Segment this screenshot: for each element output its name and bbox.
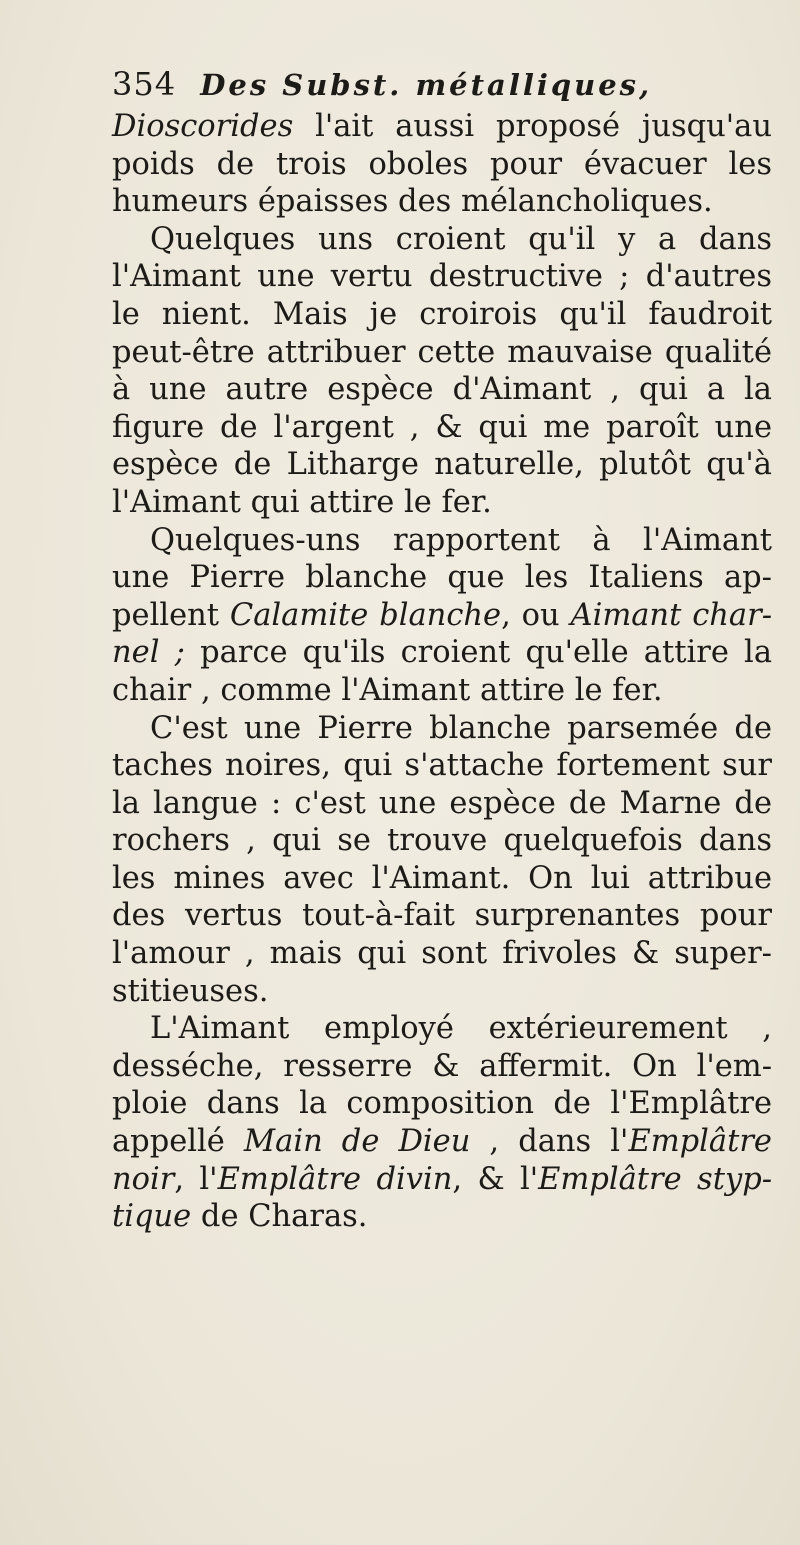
text-span: la langue : c'est une espèce de Marne de: [112, 785, 772, 821]
text-line: [112, 1161, 772, 1199]
text-line: [112, 897, 772, 935]
text-line: [112, 146, 772, 184]
text-line: [112, 409, 772, 447]
text-span: Quelques-uns rapportent à l'Aimant: [150, 522, 772, 558]
text-line: [112, 1048, 772, 1086]
text-span: le nient. Mais je croirois qu'il faudroit: [112, 296, 772, 332]
text-span: , dans l': [470, 1124, 629, 1160]
text-line: [112, 221, 772, 259]
text-span: l'Aimant qui attire le fer.: [112, 484, 492, 520]
text-line: [112, 747, 772, 785]
text-span: Aimant char-: [570, 597, 772, 633]
text-span: , & l': [452, 1161, 539, 1197]
text-line: [112, 973, 772, 1011]
text-line: [112, 484, 772, 522]
text-line: [112, 634, 772, 672]
text-span: peut-être attribuer cette mauvaise qualité: [112, 334, 772, 370]
text-line: [112, 1198, 772, 1236]
text-span: humeurs épaisses des mélancholiques.: [112, 184, 713, 220]
text-line: [112, 860, 772, 898]
text-span: rochers , qui se trouve quelquefois dans: [112, 823, 772, 859]
body-text: [112, 108, 772, 1236]
text-line: [112, 1123, 772, 1161]
text-line: [112, 296, 772, 334]
text-span: parce qu'ils croient qu'elle attire la: [184, 635, 772, 671]
text-span: l'Aimant une vertu destructive ; d'autres: [112, 259, 772, 295]
text-line: [112, 1085, 772, 1123]
text-span: nel ;: [112, 635, 185, 671]
text-span: ploie dans la composition de l'Emplâtre: [112, 1086, 772, 1122]
text-span: Dioscorides: [112, 109, 294, 144]
text-line: [112, 183, 772, 221]
text-span: C'est une Pierre blanche parsemée de: [150, 710, 772, 746]
text-line: [112, 559, 772, 597]
text-span: Emplâtre styp-: [538, 1161, 773, 1197]
text-line: [112, 446, 772, 484]
text-span: Emplâtre: [628, 1124, 772, 1160]
running-title: Des Subst. métalliques,: [200, 68, 653, 102]
text-span: figure de l'argent , & qui me paroît une: [112, 409, 772, 445]
text-span: Quelques uns croient qu'il y a dans: [150, 221, 772, 257]
text-span: L'Aimant employé extérieurement ,: [150, 1011, 772, 1047]
text-line: [112, 785, 772, 823]
text-span: , l': [174, 1161, 218, 1197]
text-line: [112, 710, 772, 748]
text-span: appellé: [112, 1124, 244, 1160]
text-span: stitieuses.: [112, 973, 269, 1009]
text-span: espèce de Litharge naturelle, plutôt qu'à: [112, 447, 772, 483]
text-span: l'amour , mais qui sont frivoles & super-: [112, 936, 772, 972]
text-span: les mines avec l'Aimant. On lui attribue: [112, 860, 772, 896]
text-line: [112, 371, 772, 409]
text-span: Main de Dieu: [243, 1124, 471, 1160]
text-span: pellent: [112, 597, 230, 633]
text-span: l'ait aussi proposé jusqu'au: [293, 109, 772, 144]
text-span: tique: [112, 1199, 192, 1235]
text-span: taches noires, qui s'attache fortement sur: [112, 748, 772, 784]
text-line: [112, 108, 772, 146]
text-line: [112, 935, 772, 973]
text-line: [112, 822, 772, 860]
page-header: [112, 64, 772, 104]
text-line: [112, 258, 772, 296]
text-span: des vertus tout-à-fait surprenantes pour: [112, 898, 772, 934]
text-span: noir: [112, 1161, 175, 1197]
text-span: chair , comme l'Aimant attire le fer.: [112, 672, 663, 708]
text-span: de Charas.: [191, 1199, 368, 1235]
text-line: [112, 334, 772, 372]
text-span: Calamite blanche: [229, 597, 502, 633]
page-number: 354: [112, 65, 177, 103]
text-line: [112, 672, 772, 710]
text-line: [112, 1010, 772, 1048]
text-span: Emplâtre divin: [217, 1161, 453, 1197]
text-span: poids de trois oboles pour évacuer les: [112, 146, 772, 182]
text-span: à une autre espèce d'Aimant , qui a la: [112, 372, 772, 408]
text-span: desséche, resserre & affermit. On l'em-: [112, 1048, 772, 1084]
text-line: [112, 597, 772, 635]
text-span: une Pierre blanche que les Italiens ap-: [112, 560, 772, 596]
text-line: [112, 522, 772, 560]
text-span: , ou: [501, 597, 571, 633]
